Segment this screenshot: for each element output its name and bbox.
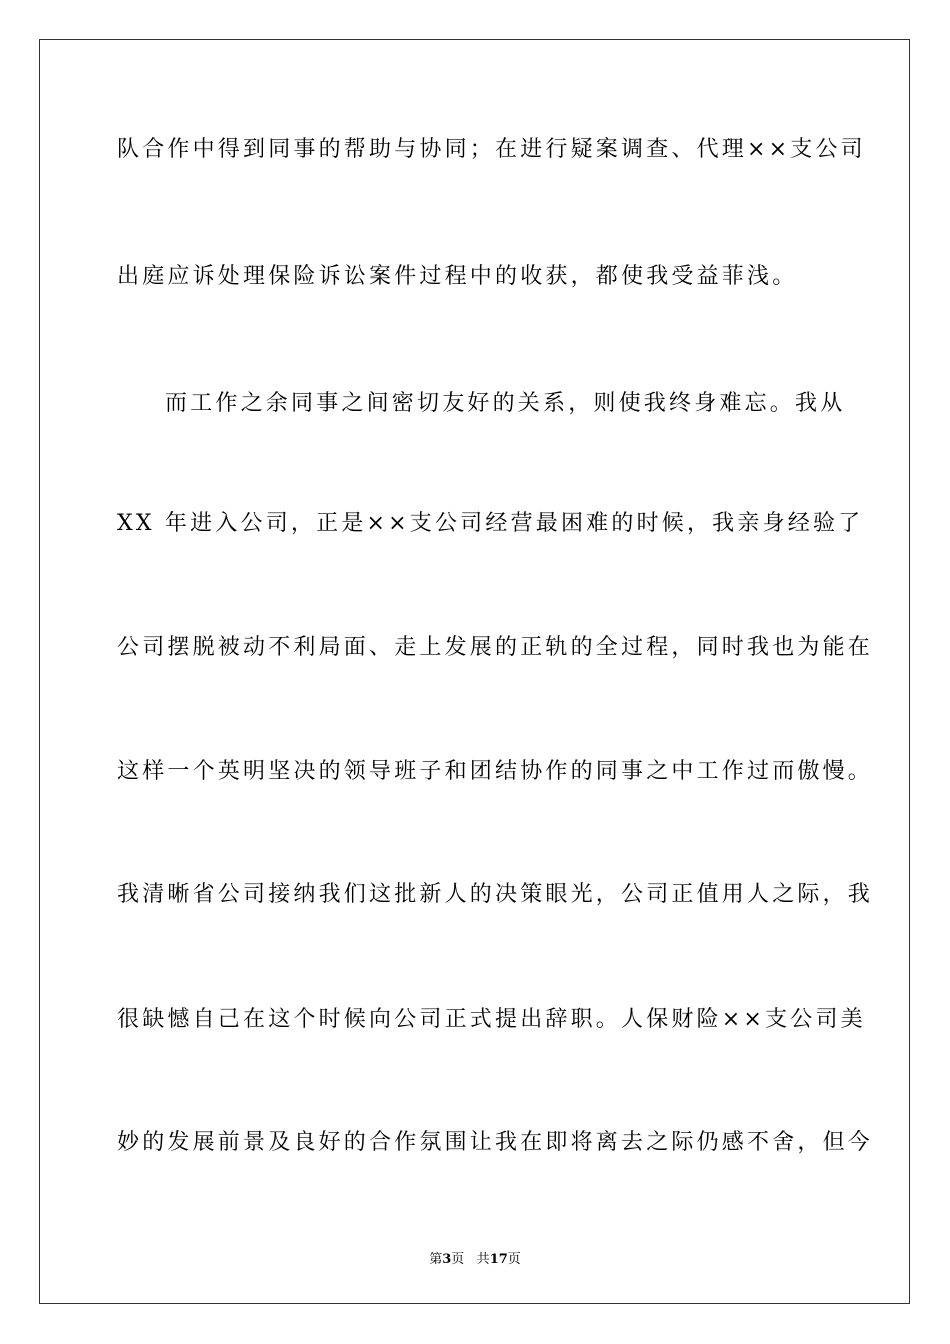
text-line-1: 队合作中得到同事的帮助与协同；在进行疑案调查、代理××支公司 xyxy=(117,137,866,162)
footer-page-suffix: 页 xyxy=(451,1252,465,1267)
footer-page-prefix: 第 xyxy=(429,1252,443,1267)
text-line-8: 很缺憾自己在这个时候向公司正式提出辞职。人保财险××支公司美 xyxy=(117,1007,866,1032)
footer-total-prefix: 共 xyxy=(476,1252,490,1267)
text-line-9: 妙的发展前景及良好的合作氛围让我在即将离去之际仍感不舍，但今 xyxy=(117,1130,874,1155)
text-line-7: 我清晰省公司接纳我们这批新人的决策眼光，公司正值用人之际，我 xyxy=(117,882,874,907)
text-line-2: 出庭应诉处理保险诉讼案件过程中的收获，都使我受益菲浅。 xyxy=(117,264,798,289)
text-line-6: 这样一个英明坚决的领导班子和团结协作的同事之中工作过而傲慢。 xyxy=(117,759,874,784)
page-footer xyxy=(0,1248,950,1267)
page-border xyxy=(39,39,910,1304)
footer-total-suffix: 页 xyxy=(507,1252,521,1267)
text-line-5: 公司摆脱被动不利局面、走上发展的正轨的全过程，同时我也为能在 xyxy=(117,635,874,660)
text-line-3: 而工作之余同事之间密切友好的关系，则使我终身难忘。我从 xyxy=(165,391,846,416)
footer-page-number: 3 xyxy=(442,1252,452,1267)
footer-total-pages: 17 xyxy=(489,1252,508,1267)
text-line-4: XX 年进入公司，正是××支公司经营最困难的时候，我亲身经验了 xyxy=(117,511,864,536)
